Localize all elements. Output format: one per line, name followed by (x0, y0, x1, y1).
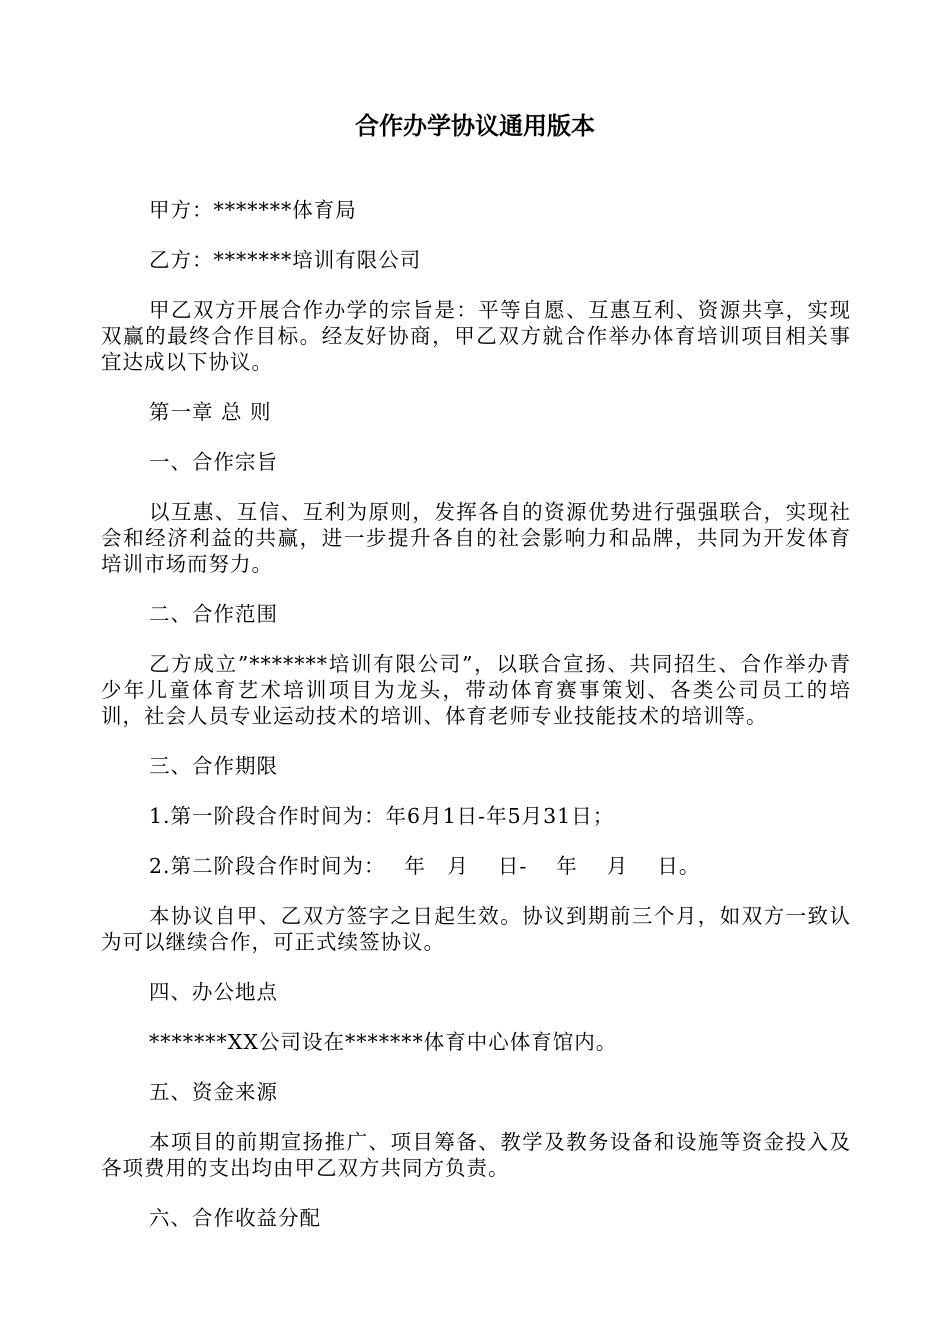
section-5-paragraph: 本项目的前期宣扬推广、项目筹备、教学及教务设备和设施等资金投入及各项费用的支出均由甲乙双方共同方负责。 (101, 1130, 851, 1180)
section-heading-3: 三、合作期限 (149, 754, 278, 778)
section-heading-2: 二、合作范围 (149, 602, 278, 626)
section-3-paragraph: 本协议自甲、乙双方签字之日起生效。协议到期前三个月，如双方一致认为可以继续合作，可正式续签协议。 (101, 904, 851, 954)
party-a-line: 甲方：*******体育局 (149, 198, 357, 222)
section-heading-4: 四、办公地点 (149, 980, 278, 1004)
section-heading-5: 五、资金来源 (149, 1080, 278, 1104)
term-item-2: 2.第二阶段合作时间为： 年 月 日- 年 月 日。 (149, 854, 701, 878)
section-heading-6: 六、合作收益分配 (149, 1206, 321, 1230)
section-2-paragraph: 乙方成立”*******培训有限公司”，以联合宣扬、共同招生、合作举办青少年儿童体育艺术培训项目为龙头，带动体育赛事策划、各类公司员工的培训，社会人员专业运动技术的培训、体育老师专业技能技术的培训等。 (101, 652, 851, 728)
party-b-line: 乙方：*******培训有限公司 (149, 248, 422, 272)
chapter-heading: 第一章 总 则 (149, 400, 272, 424)
section-1-paragraph: 以互惠、互信、互利为原则，发挥各自的资源优势进行强强联合，实现社会和经济利益的共赢，进一步提升各自的社会影响力和品牌，共同为开发体育培训市场而努力。 (101, 500, 851, 576)
section-4-paragraph: *******XX公司设在*******体育中心体育馆内。 (149, 1030, 618, 1054)
purpose-paragraph: 甲乙双方开展合作办学的宗旨是：平等自愿、互惠互利、资源共享，实现双赢的最终合作目标。经友好协商，甲乙双方就合作举办体育培训项目相关事宜达成以下协议。 (101, 298, 851, 374)
section-heading-1: 一、合作宗旨 (149, 450, 278, 474)
term-item-1: 1.第一阶段合作时间为：年6月1日-年5月31日； (149, 804, 615, 828)
document-body (101, 197, 851, 1255)
document-title: 合作办学协议通用版本 (355, 112, 595, 140)
